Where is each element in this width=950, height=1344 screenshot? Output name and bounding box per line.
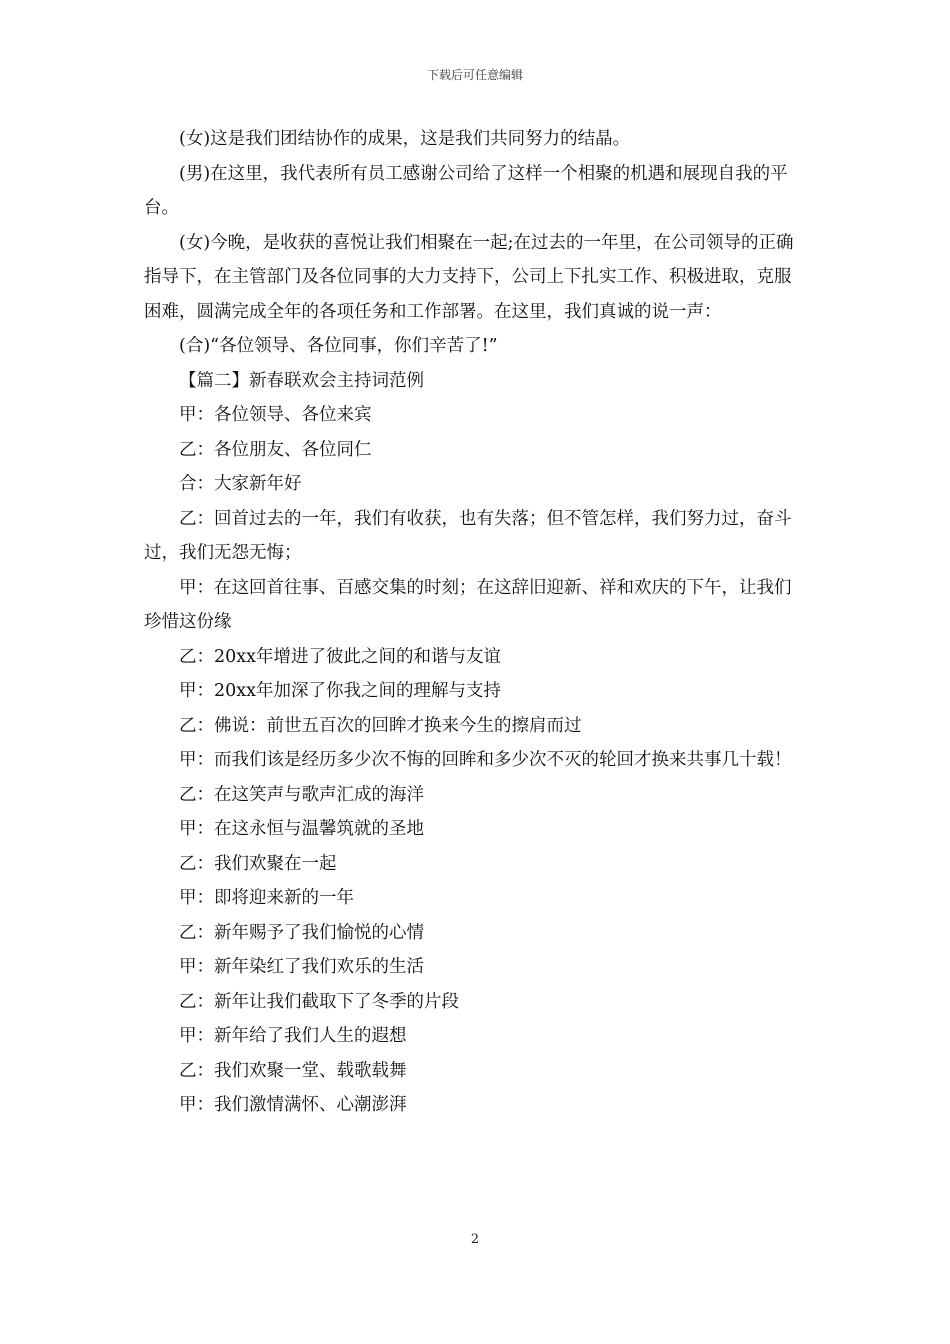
- page-number: 2: [470, 1232, 480, 1247]
- paragraph: 甲：在这回首往事、百感交集的时刻；在这辞旧迎新、祥和欢庆的下午，让我们珍惜这份缘: [144, 577, 792, 632]
- paragraph: 合：大家新年好: [179, 474, 302, 494]
- paragraph: 甲：在这永恒与温馨筑就的圣地: [179, 819, 424, 839]
- paragraph: 乙：新年赐予了我们愉悦的心情: [179, 922, 424, 943]
- paragraph: 甲：新年染红了我们欢乐的生活: [179, 957, 424, 977]
- paragraph: 乙：回首过去的一年，我们有收获，也有失落；但不管怎样，我们努力过，奋斗过，我们无怨无悔；: [144, 508, 792, 563]
- paragraph: 乙：我们欢聚一堂、载歌载舞: [179, 1060, 407, 1081]
- paragraph: (女)今晚，是收获的喜悦让我们相聚在一起;在过去的一年里，在公司领导的正确指导下，在主管部门及各位同事的大力支持下，公司上下扎实工作、积极进取，克服困难，圆满完成全年的各项任务和工作部署。在这里，我们真诚的说一声：: [144, 232, 794, 322]
- section-heading: 【篇二】新春联欢会主持词范例: [179, 370, 424, 391]
- paragraph: (男)在这里，我代表所有员工感谢公司给了这样一个相聚的机遇和展现自我的平台。: [144, 163, 788, 218]
- paragraph: 乙：20xx年增进了彼此之间的和谐与友谊: [179, 646, 502, 667]
- document-body: [144, 122, 806, 1123]
- page-header: 下载后可任意编辑: [426, 68, 523, 82]
- paragraph: 乙：我们欢聚在一起: [179, 853, 337, 874]
- paragraph: 甲：各位领导、各位来宾: [179, 405, 372, 425]
- paragraph: 甲：20xx年加深了你我之间的理解与支持: [179, 681, 502, 701]
- paragraph: 甲：即将迎来新的一年: [179, 888, 354, 908]
- paragraph: 甲：我们激情满怀、心潮澎湃: [179, 1095, 407, 1115]
- paragraph: (女)这是我们团结协作的成果，这是我们共同努力的结晶。: [179, 129, 631, 149]
- paragraph: 乙：新年让我们截取下了冬季的片段: [179, 991, 459, 1012]
- paragraph: 甲：而我们该是经历多少次不悔的回眸和多少次不灭的轮回才换来共事几十载！: [179, 750, 792, 770]
- paragraph: (合)“各位领导、各位同事，你们辛苦了!”: [179, 336, 498, 356]
- paragraph: 甲：新年给了我们人生的遐想: [179, 1026, 407, 1046]
- paragraph: 乙：佛说：前世五百次的回眸才换来今生的擦肩而过: [179, 715, 582, 736]
- paragraph: 乙：在这笑声与歌声汇成的海洋: [179, 784, 424, 805]
- paragraph: 乙：各位朋友、各位同仁: [179, 439, 372, 460]
